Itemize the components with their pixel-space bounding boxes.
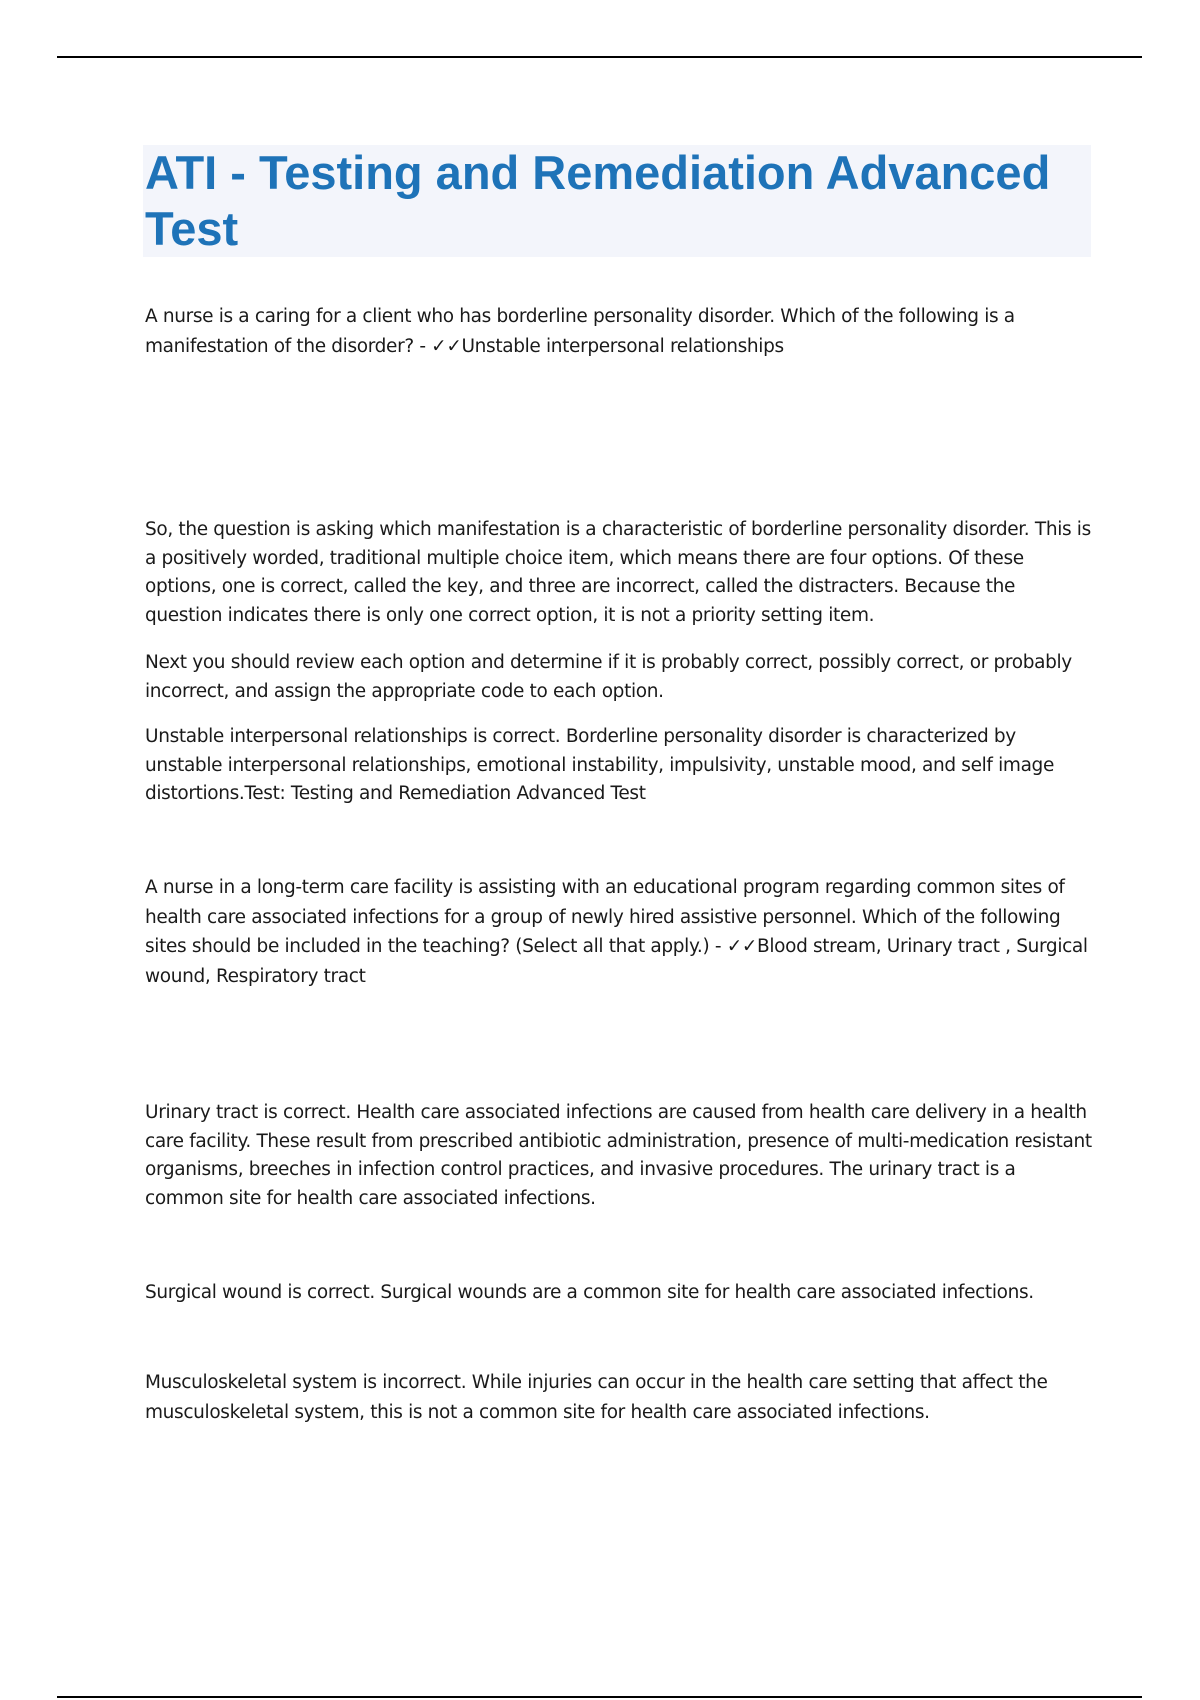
- question-1-rationale-review: Next you should review each option and determine if it is probably correct, possibly correct, or probably incorrect, and assign the appropriate code to each option.: [145, 652, 1072, 702]
- question-2-rationale-urinary: Urinary tract is correct. Health care associated infections are caused from health care delivery in a health care facility. These result from prescribed antibiotic administration, presence of multi-medication resistant organisms, breeches in infection control practices, and invasive procedures. The urinary tract is a common site for health care associated infections.: [145, 1102, 1092, 1209]
- question-2-rationale-surgical: Surgical wound is correct. Surgical wounds are a common site for health care associated infections.: [145, 1282, 1034, 1303]
- footer-rule: [57, 1696, 1142, 1698]
- question-1: A nurse is a caring for a client who has borderline personality disorder. Which of the following is a manifestation of the disorder? - ✓✓Unstable interpersonal relationships: [145, 306, 1015, 357]
- question-2-rationale-musculoskeletal: Musculoskeletal system is incorrect. While injuries can occur in the health care setting that affect the musculoskeletal system, this is not a common site for health care associated infections.: [145, 1372, 1048, 1423]
- question-1-rationale-answer: Unstable interpersonal relationships is correct. Borderline personality disorder is characterized by unstable interpersonal relationships, emotional instability, impulsivity, unstable mood, and self image distortions.Test: Testing and Remediation Advanced Test: [145, 726, 1054, 804]
- question-1-rationale-intro: So, the question is asking which manifestation is a characteristic of borderline personality disorder. This is a positively worded, traditional multiple choice item, which means there are four options. Of these options, one is correct, called the key, and three are incorrect, called the distracters. Because the question indicates there is only one correct option, it is not a priority setting item.: [145, 519, 1091, 626]
- question-2: A nurse in a long-term care facility is assisting with an educational program regarding common sites of health care associated infections for a group of newly hired assistive personnel. Which of the following sites should be included in the teaching? (Select all that apply.) - ✓✓Blood stream, Urinary tract , Surgical wound, Respiratory tract: [145, 877, 1088, 987]
- document-title: ATI - Testing and Remediation Advanced Test: [145, 146, 1051, 255]
- header-rule: [57, 56, 1142, 58]
- title-block: [143, 145, 1091, 257]
